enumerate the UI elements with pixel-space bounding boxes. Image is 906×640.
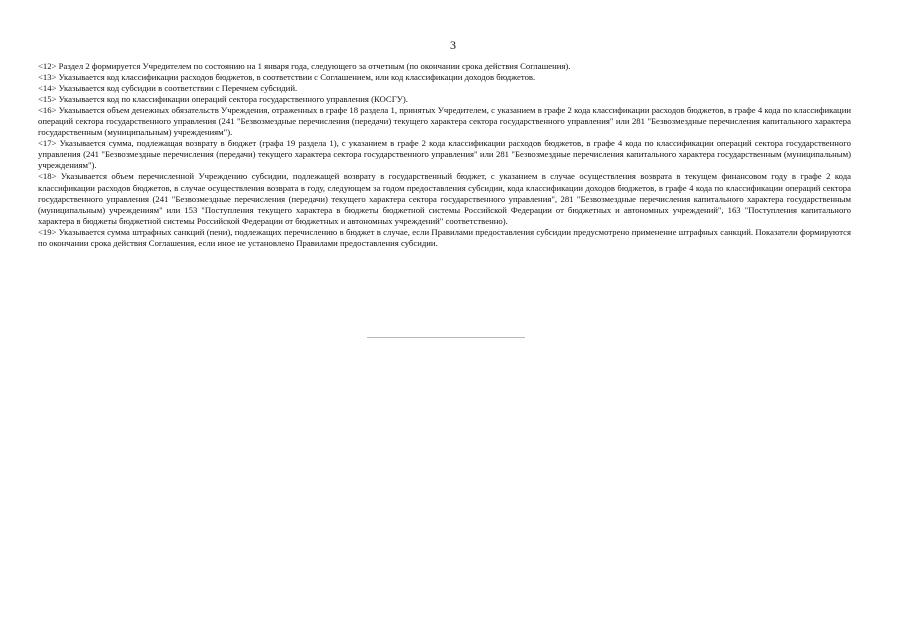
footnote-19: <19> Указывается сумма штрафных санкций (пени), подлежащих перечислению в бюджет в случае, если Правилами предоставления субсидии предусмотрено применение штрафных санкций. Показатели формируются по окончании срока действия Соглашения, если иное не установлено Правилами предоставления субсидии. [38,226,851,248]
page-separator-line [367,337,525,338]
page-number: 3 [450,38,456,52]
footnote-14: <14> Указывается код субсидии в соответствии с Перечнем субсидий. [38,83,298,94]
footnote-15: <15> Указывается код по классификации операций сектора государственного управления (КОСГУ). [38,94,408,105]
footnote-17: <17> Указывается сумма, подлежащая возврату в бюджет (графа 19 раздела 1), с указанием в графе 2 кода классификации расходов бюджетов, в графе 4 кода по классификации операций сектора государственного управления (241 "Безвозмездные перечисления (передачи) текущего характера сектора государственного управления" или 281 "Безвозмездные перечисления капитального характера государственным (муниципальным) учреждениям"). [38,138,851,171]
footnote-13: <13> Указывается код классификации расходов бюджетов, в соответствии с Соглашением, или код классификации доходов бюджетов. [38,72,536,83]
footnote-12: <12> Раздел 2 формируется Учредителем по состоянию на 1 января года, следующего за отчетным (по окончании срока действия Соглашения). [38,61,571,71]
footnote-16: <16> Указывается объем денежных обязательств Учреждения, отраженных в графе 18 раздела 1, принятых Учредителем, с указанием в графе 2 кода классификации расходов бюджетов, в графе 4 кода по классификации операций сектора государственного управления (241 "Безвозмездные перечисления (передачи) текущего характера сектора государственного управления" или 281 "Безвозмездные перечисления капитального характера государственным (муниципальным) учреждениям"). [38,105,851,138]
footnotes-list [38,61,851,249]
footnote-18: <18> Указывается объем перечисленной Учреждению субсидии, подлежащей возврату в государственный бюджет, с указанием в случае осуществления возврата в текущем финансовом году в графе 2 кода классификации расходов бюджетов, в случае осуществления возврата в году, следующем за годом предоставления субсидии, кода классификации доходов бюджетов, в графе 4 кода по классификации операций сектора государственного управления (241 "Безвозмездные перечисления (передачи) текущего характера сектора государственного управления", 281 "Безвозмездные перечисления капитального характера государственным (муниципальным) учреждениям" или 153 "Поступления текущего характера в бюджеты бюджетной системы Российской Федерации от бюджетных и автономных учреждений", 163 "Поступления капитального характера в бюджеты бюджетной системы Российской Федерации от бюджетных и автономных учреждений" соответственно). [38,171,851,226]
